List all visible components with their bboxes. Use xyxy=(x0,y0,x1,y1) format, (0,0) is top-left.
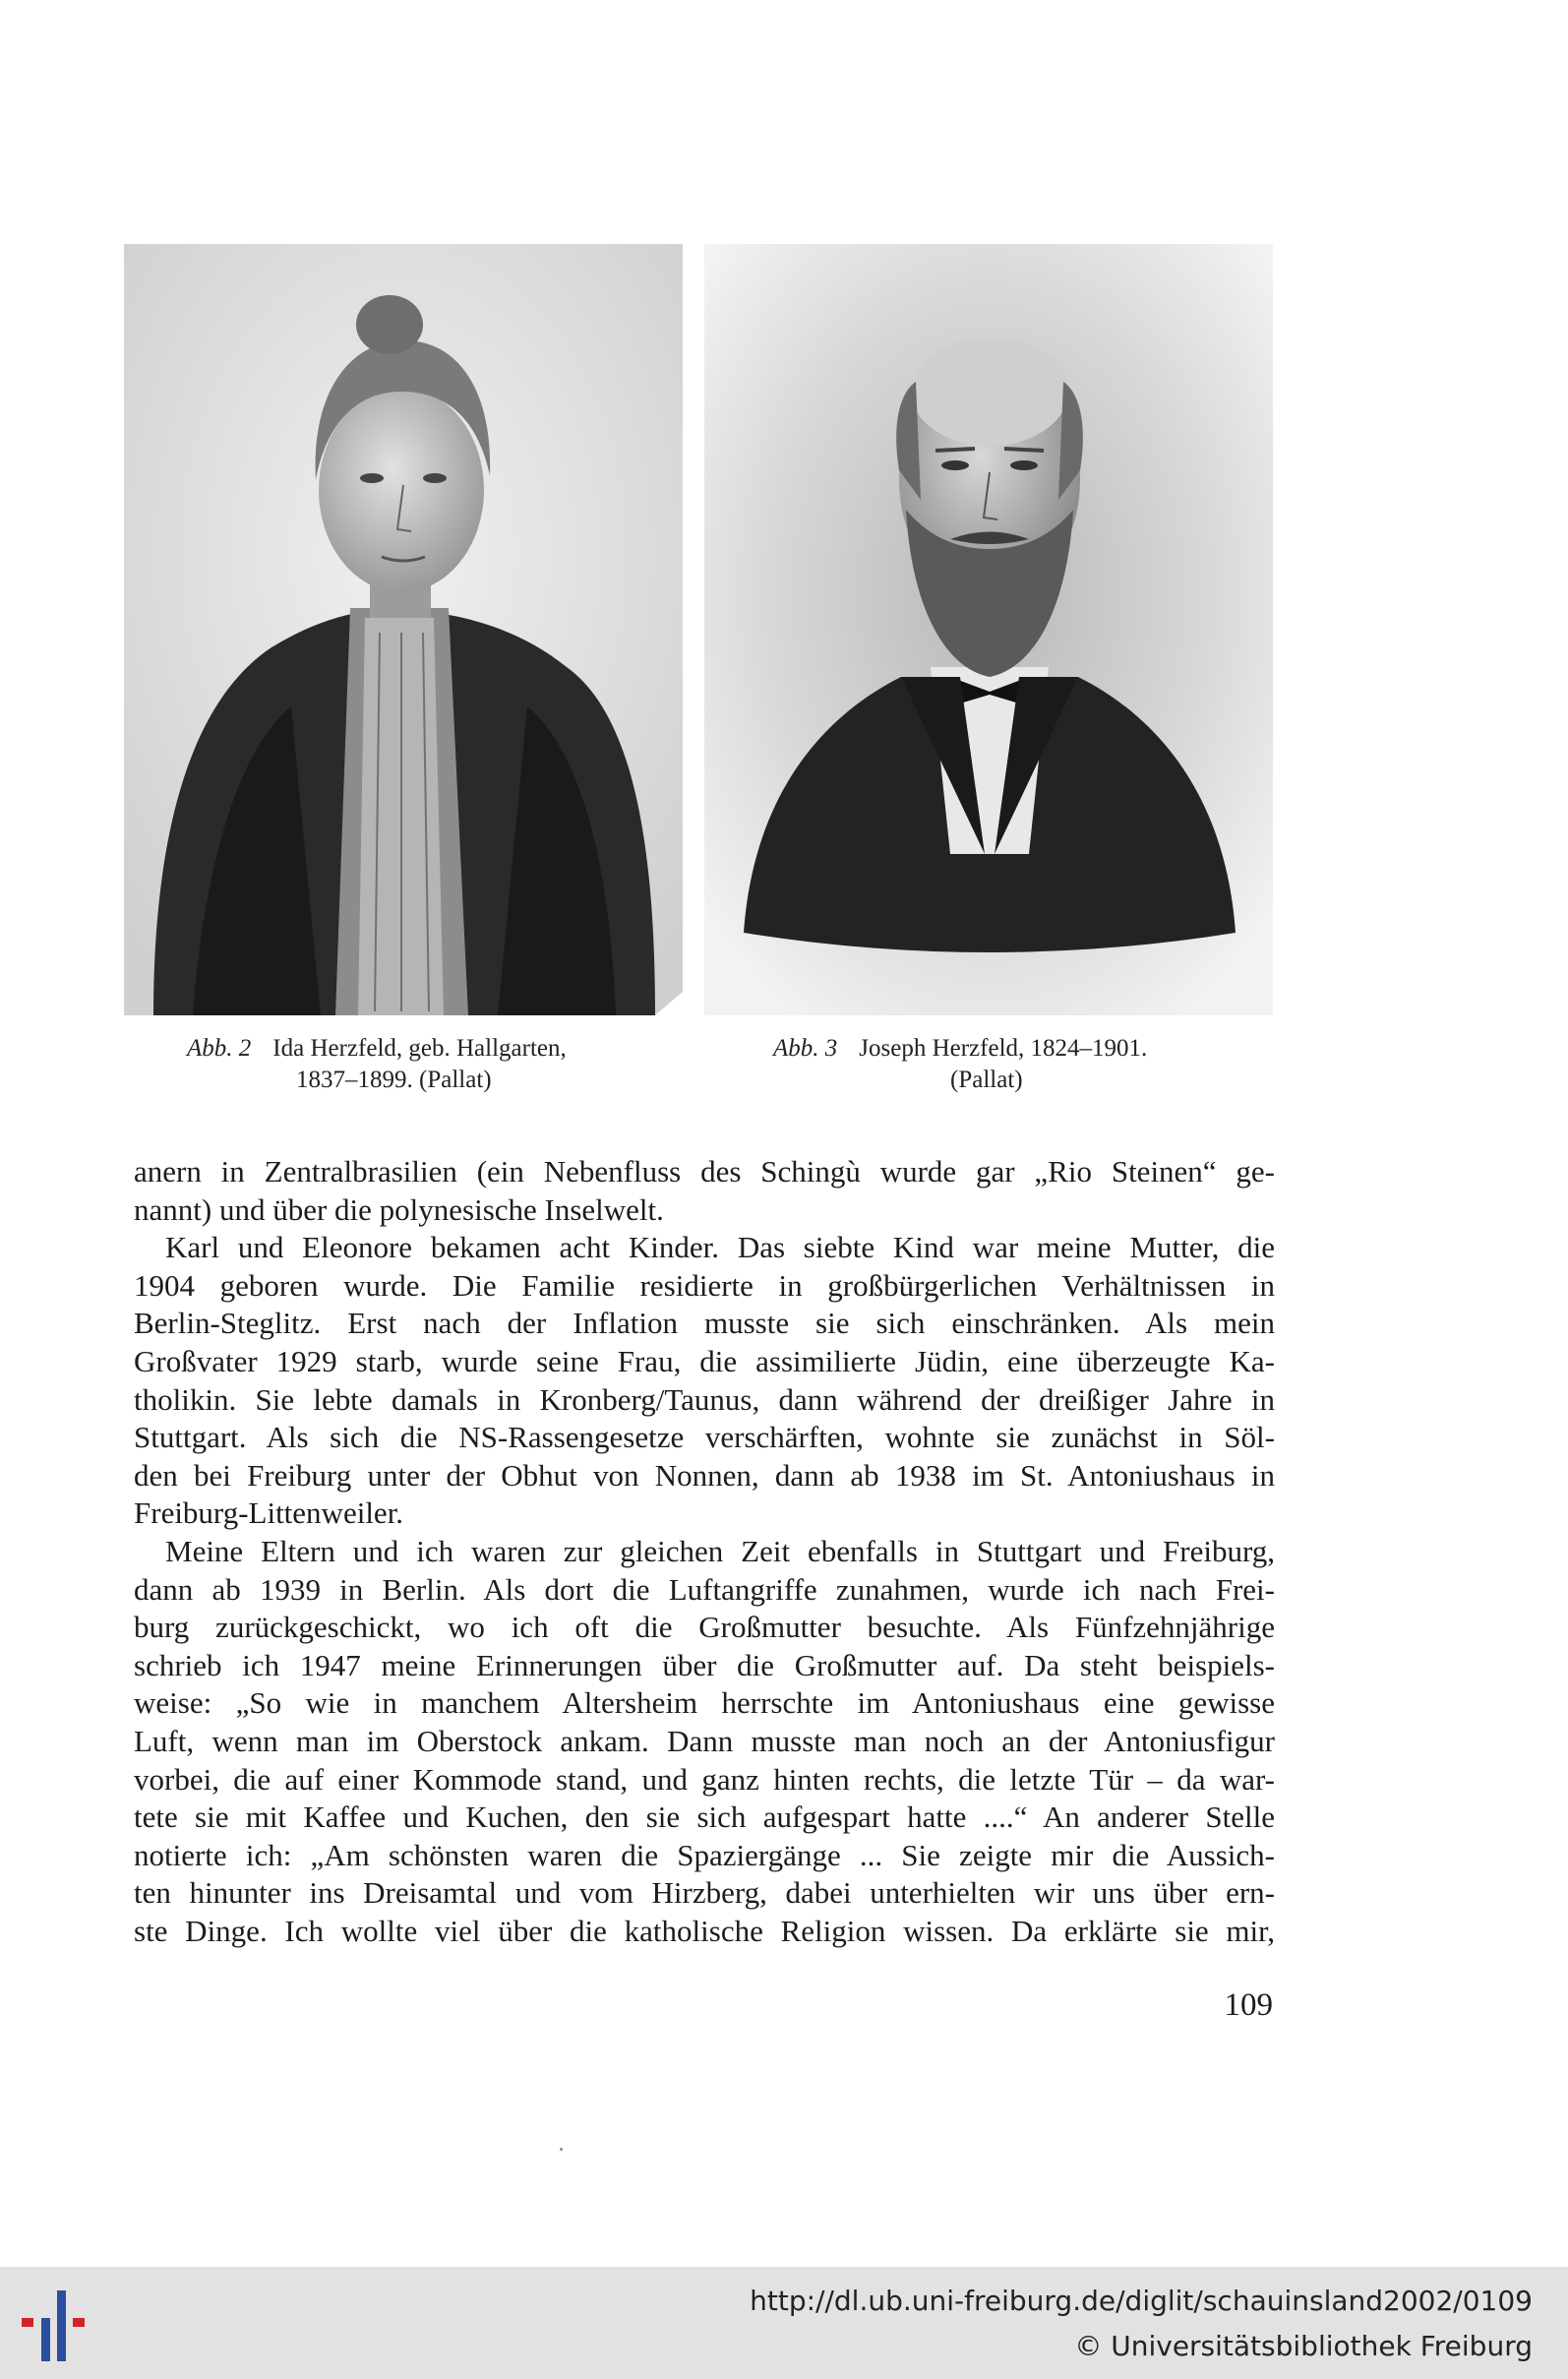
portrait-photo-joseph-herzfeld xyxy=(704,244,1273,1015)
body-line: vorbei, die auf einer Kommode stand, und ganz hinten rechts, die letzte Tür – da war- xyxy=(134,1761,1275,1797)
body-text xyxy=(134,1153,1275,1950)
scan-speck xyxy=(560,2148,563,2151)
body-line: Luft, wenn man im Oberstock ankam. Dann musste man noch an der Antoniusfigur xyxy=(134,1723,1275,1758)
caption-line-2: (Pallat) xyxy=(950,1067,1023,1093)
footer-url-link[interactable]: http://dl.ub.uni-freiburg.de/diglit/schauinsland2002/0109 xyxy=(750,2285,1533,2317)
caption-line-2: 1837–1899. (Pallat) xyxy=(296,1067,492,1093)
figure-label: Abb. 2 xyxy=(187,1035,252,1062)
figure-caption-abb-2 xyxy=(187,1033,649,1096)
body-line: notierte ich: „Am schönsten waren die Spaziergänge ... Sie zeigte mir die Aussich- xyxy=(134,1837,1275,1872)
body-line: anern in Zentralbrasilien (ein Nebenfluss des Schingù wurde gar „Rio Steinen“ ge- xyxy=(134,1154,1275,1189)
figure-label: Abb. 3 xyxy=(773,1035,838,1062)
body-line: schrieb ich 1947 meine Erinnerungen über die Großmutter auf. Da steht beispiels- xyxy=(134,1647,1275,1682)
portrait-photo-ida-herzfeld xyxy=(124,244,683,1015)
body-line: tholikin. Sie lebte damals in Kronberg/Taunus, dann während der dreißiger Jahre in xyxy=(134,1381,1275,1417)
body-line: Berlin-Steglitz. Erst nach der Inflation musste sie sich einschränken. Als mein xyxy=(134,1306,1275,1341)
footer-bar xyxy=(0,2267,1568,2379)
body-line: Karl und Eleonore bekamen acht Kinder. Das siebte Kind war meine Mutter, die xyxy=(165,1230,1275,1265)
portrait-woman-image xyxy=(124,244,683,1015)
body-line: Freiburg-Littenweiler. xyxy=(134,1495,404,1531)
body-line: ten hinunter ins Dreisamtal und vom Hirzberg, dabei unterhielten wir uns über ern- xyxy=(134,1875,1275,1911)
body-line: 1904 geboren wurde. Die Familie residierte in großbürgerlichen Verhältnissen in xyxy=(134,1267,1275,1303)
body-line: dann ab 1939 in Berlin. Als dort die Luftangriffe zunahmen, wurde ich nach Frei- xyxy=(134,1571,1275,1607)
body-line: Großvater 1929 starb, wurde seine Frau, die assimilierte Jüdin, eine überzeugte Ka- xyxy=(134,1343,1275,1378)
body-line: Meine Eltern und ich waren zur gleichen Zeit ebenfalls in Stuttgart und Freiburg, xyxy=(165,1533,1275,1568)
caption-line-1: Ida Herzfeld, geb. Hallgarten, xyxy=(272,1035,567,1062)
footer-copyright: © Universitätsbibliothek Freiburg xyxy=(1074,2330,1533,2362)
caption-line-1: Joseph Herzfeld, 1824–1901. xyxy=(859,1035,1148,1062)
body-line: nannt) und über die polynesische Inselwelt. xyxy=(134,1191,664,1227)
body-line: den bei Freiburg unter der Obhut von Nonnen, dann ab 1938 im St. Antoniushaus in xyxy=(134,1457,1275,1493)
figure-caption-abb-3 xyxy=(773,1033,1226,1096)
body-line: weise: „So wie in manchem Altersheim herrschte im Antoniushaus eine gewisse xyxy=(134,1685,1275,1721)
portrait-man-image xyxy=(704,244,1273,1015)
body-line: tete sie mit Kaffee und Kuchen, den sie sich aufgespart hatte ....“ An anderer Stelle xyxy=(134,1800,1275,1835)
body-line: ste Dinge. Ich wollte viel über die katholische Religion wissen. Da erklärte sie mir, xyxy=(134,1913,1275,1948)
body-line: Stuttgart. Als sich die NS-Rassengesetze verschärften, wohnte sie zunächst in Söl- xyxy=(134,1420,1275,1455)
body-line: burg zurückgeschickt, wo ich oft die Großmutter besuchte. Als Fünfzehnjährige xyxy=(134,1610,1275,1645)
ub-freiburg-logo-icon[interactable] xyxy=(18,2287,96,2365)
page-number: 109 xyxy=(1224,1987,1273,2023)
